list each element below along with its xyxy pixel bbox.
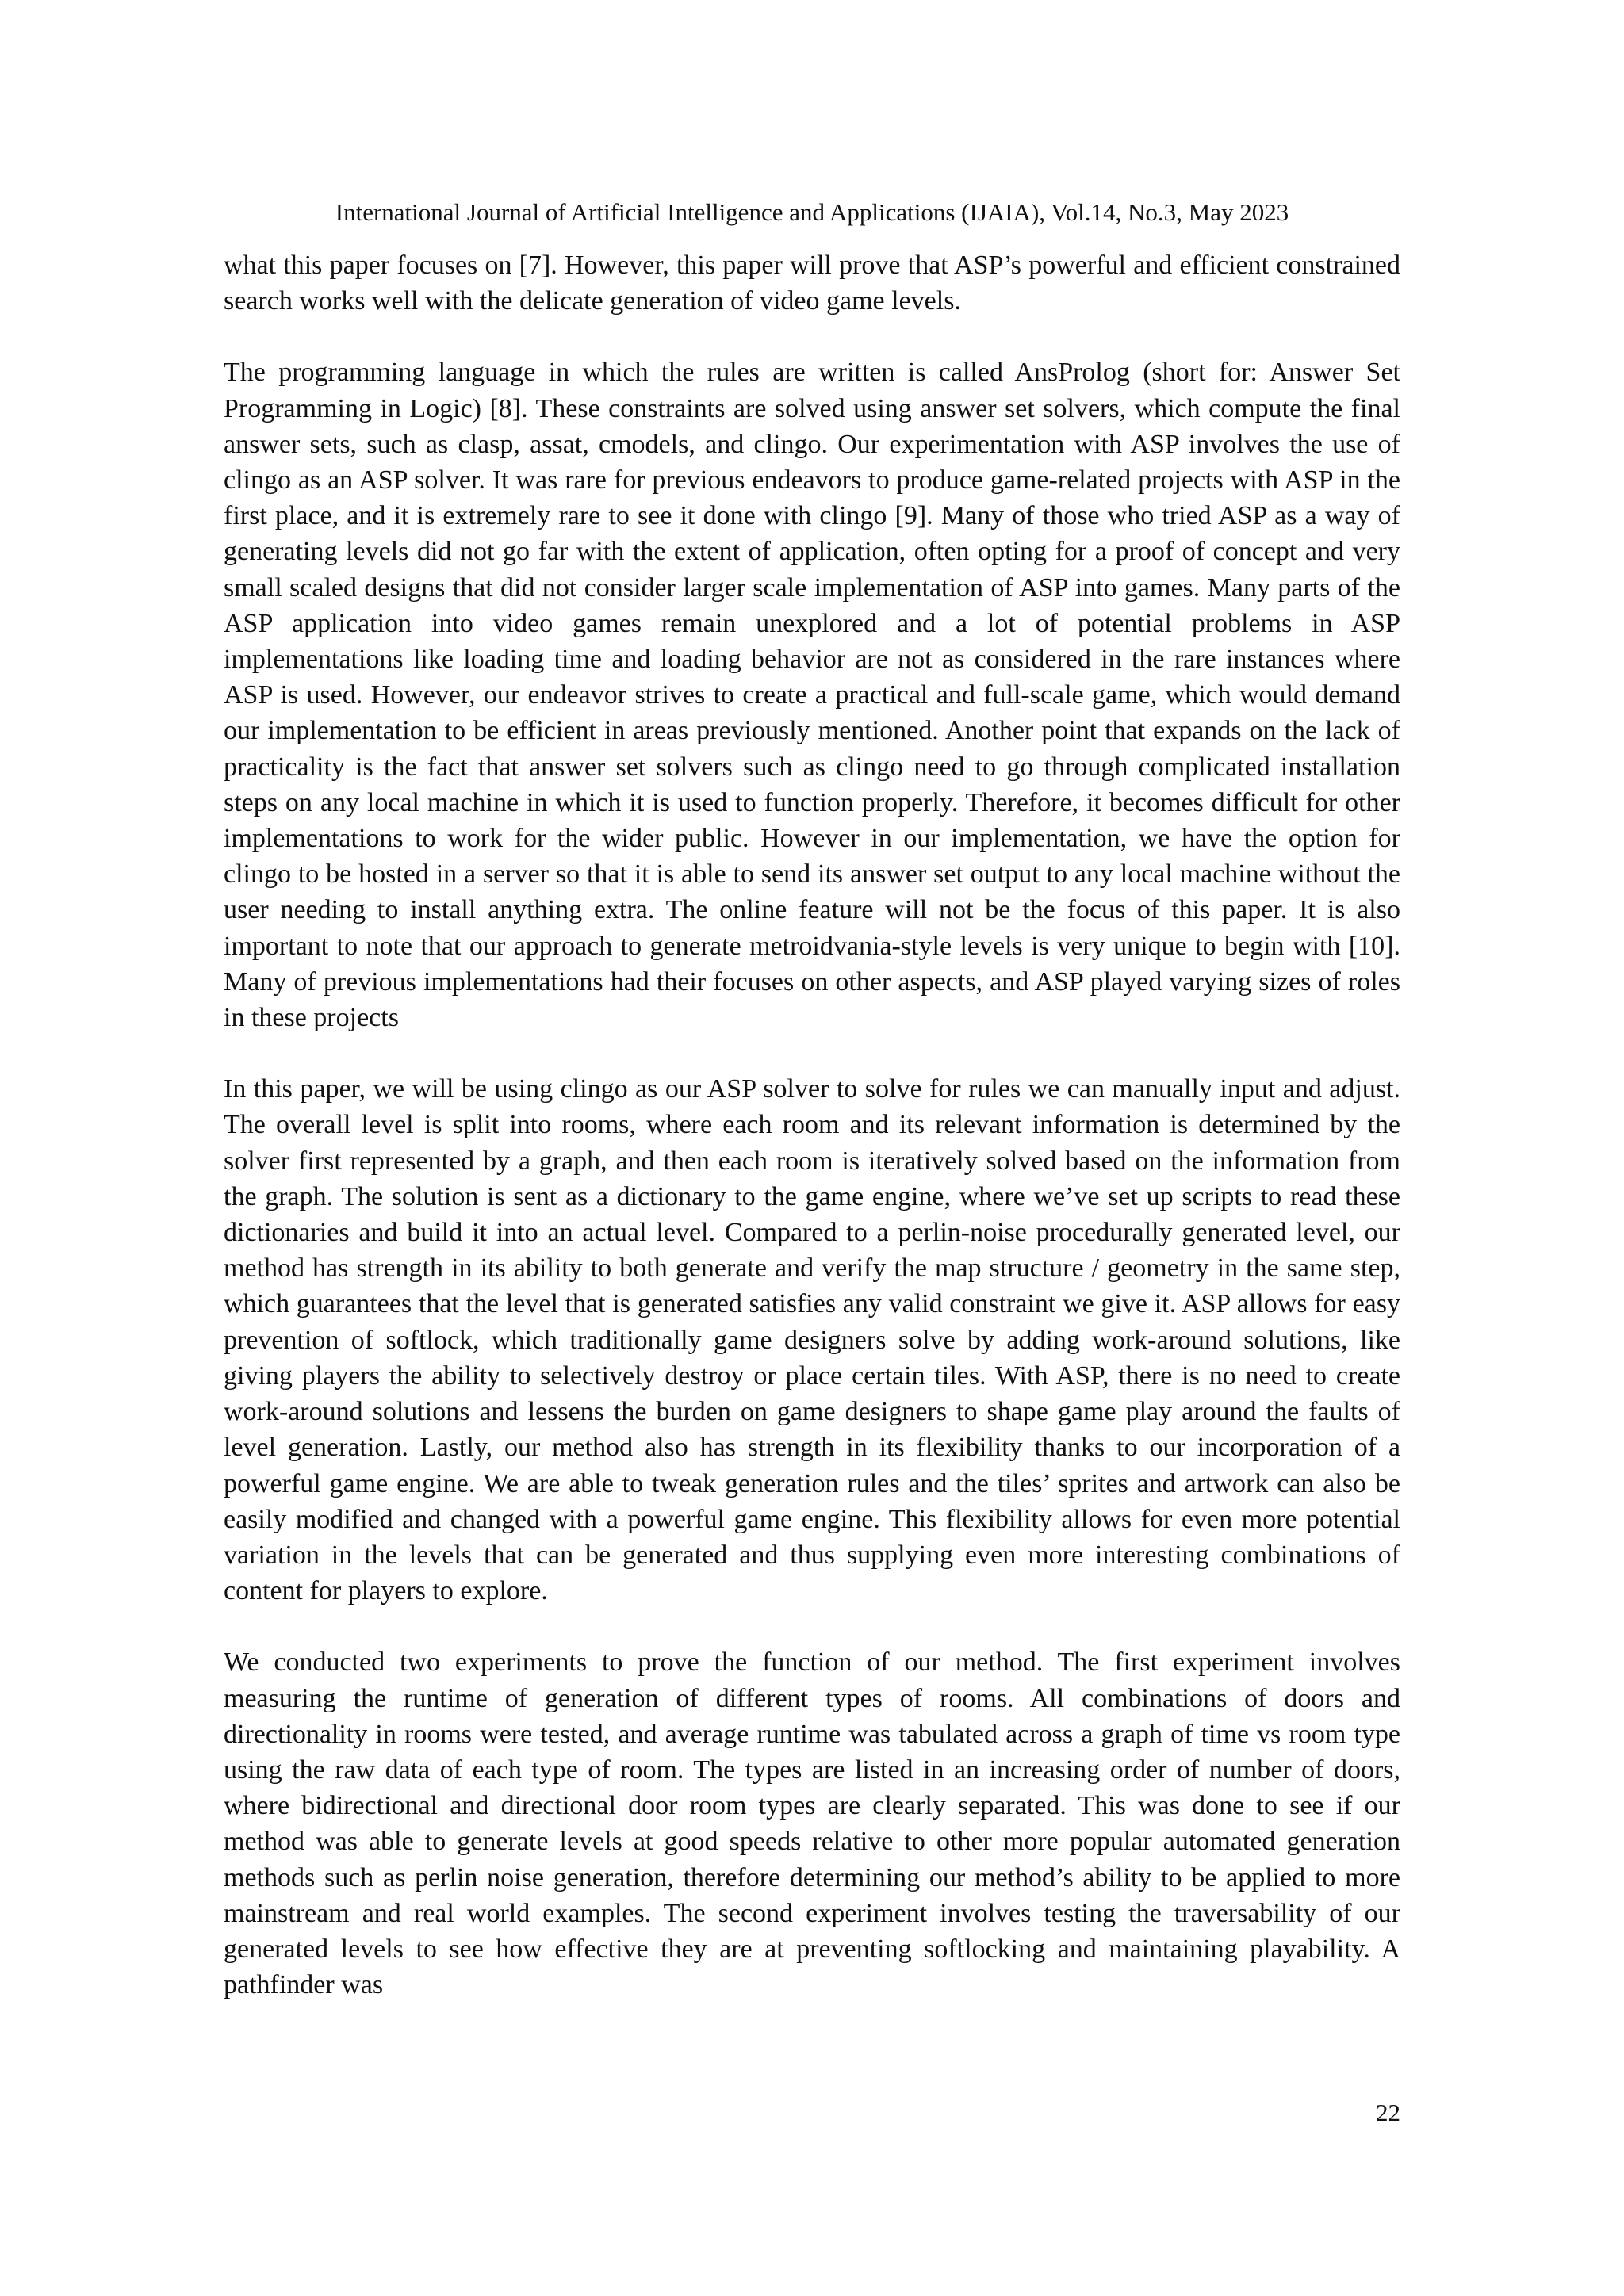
paragraph-experiments: We conducted two experiments to prove the function of our method. The first experiment involves measuring the runtime of generation of different types of rooms. All combinations of doors and directionality in rooms were tested, and average runtime was tabulated across a graph of time vs room type using the raw data of each type of room. The types are listed in an increasing order of number of doors, where bidirectional and directional door room types are clearly separated. This was done to see if our method was able to generate levels at good speeds relative to other more popular automated generation methods such as perlin noise generation, therefore determining our method’s ability to be applied to more mainstream and real world examples. The second experiment involves testing the traversability of our generated levels to see how effective they are at preventing softlocking and maintaining playability. A pathfinder was	[224, 1647, 1400, 2000]
page-number: 22	[1376, 2099, 1400, 2126]
journal-header: International Journal of Artificial Intelligence and Applications (IJAIA), Vol.14, No.3, May 2023	[335, 198, 1289, 226]
body-text	[224, 247, 1400, 2038]
paragraph-continuation: what this paper focuses on [7]. However, this paper will prove that ASP’s powerful and efficient constrained search works well with the delicate generation of video game levels.	[224, 251, 1400, 316]
paragraph-ansprolog: The programming language in which the rules are written is called AnsProlog (short for: Answer Set Programming in Logic) [8]. These constraints are solved using answer set solvers, which compute the final answer sets, such as clasp, assat, cmodels, and clingo. Our experimentation with ASP involves the use of clingo as an ASP solver. It was rare for previous endeavors to produce game-related projects with ASP in the first place, and it is extremely rare to see it done with clingo [9]. Many of those who tried ASP as a way of generating levels did not go far with the extent of application, often opting for a proof of concept and very small scaled designs that did not consider larger scale implementation of ASP into games. Many parts of the ASP application into video games remain unexplored and a lot of potential problems in ASP implementations like loading time and loading behavior are not as considered in the rare instances where ASP is used. However, our endeavor strives to create a practical and full-scale game, which would demand our implementation to be efficient in areas previously mentioned. Another point that expands on the lack of practicality is the fact that answer set solvers such as clingo need to go through complicated installation steps on any local machine in which it is used to function properly. Therefore, it becomes difficult for other implementations to work for the wider public. However in our implementation, we have the option for clingo to be hosted in a server so that it is able to send its answer set output to any local machine without the user needing to install anything extra. The online feature will not be the focus of this paper. It is also important to note that our approach to generate metroidvania-style levels is very unique to begin with [10]. Many of previous implementations had their focuses on other aspects, and ASP played varying sizes of roles in these projects	[224, 358, 1400, 1033]
paragraph-method: In this paper, we will be using clingo as our ASP solver to solve for rules we can manually input and adjust. The overall level is split into rooms, where each room and its relevant information is determined by the solver first represented by a graph, and then each room is iteratively solved based on the information from the graph. The solution is sent as a dictionary to the game engine, where we’ve set up scripts to read these dictionaries and build it into an actual level. Compared to a perlin-noise procedurally generated level, our method has strength in its ability to both generate and verify the map structure / geometry in the same step, which guarantees that the level that is generated satisfies any valid constraint we give it. ASP allows for easy prevention of softlock, which traditionally game designers solve by adding work-around solutions, like giving players the ability to selectively destroy or place certain tiles. With ASP, there is no need to create work-around solutions and lessens the burden on game designers to shape game play around the faults of level generation. Lastly, our method also has strength in its flexibility thanks to our incorporation of a powerful game engine. We are able to tweak generation rules and the tiles’ sprites and artwork can also be easily modified and changed with a powerful game engine. This flexibility allows for even more potential variation in the levels that can be generated and thus supplying even more interesting combinations of content for players to explore.	[224, 1074, 1400, 1606]
